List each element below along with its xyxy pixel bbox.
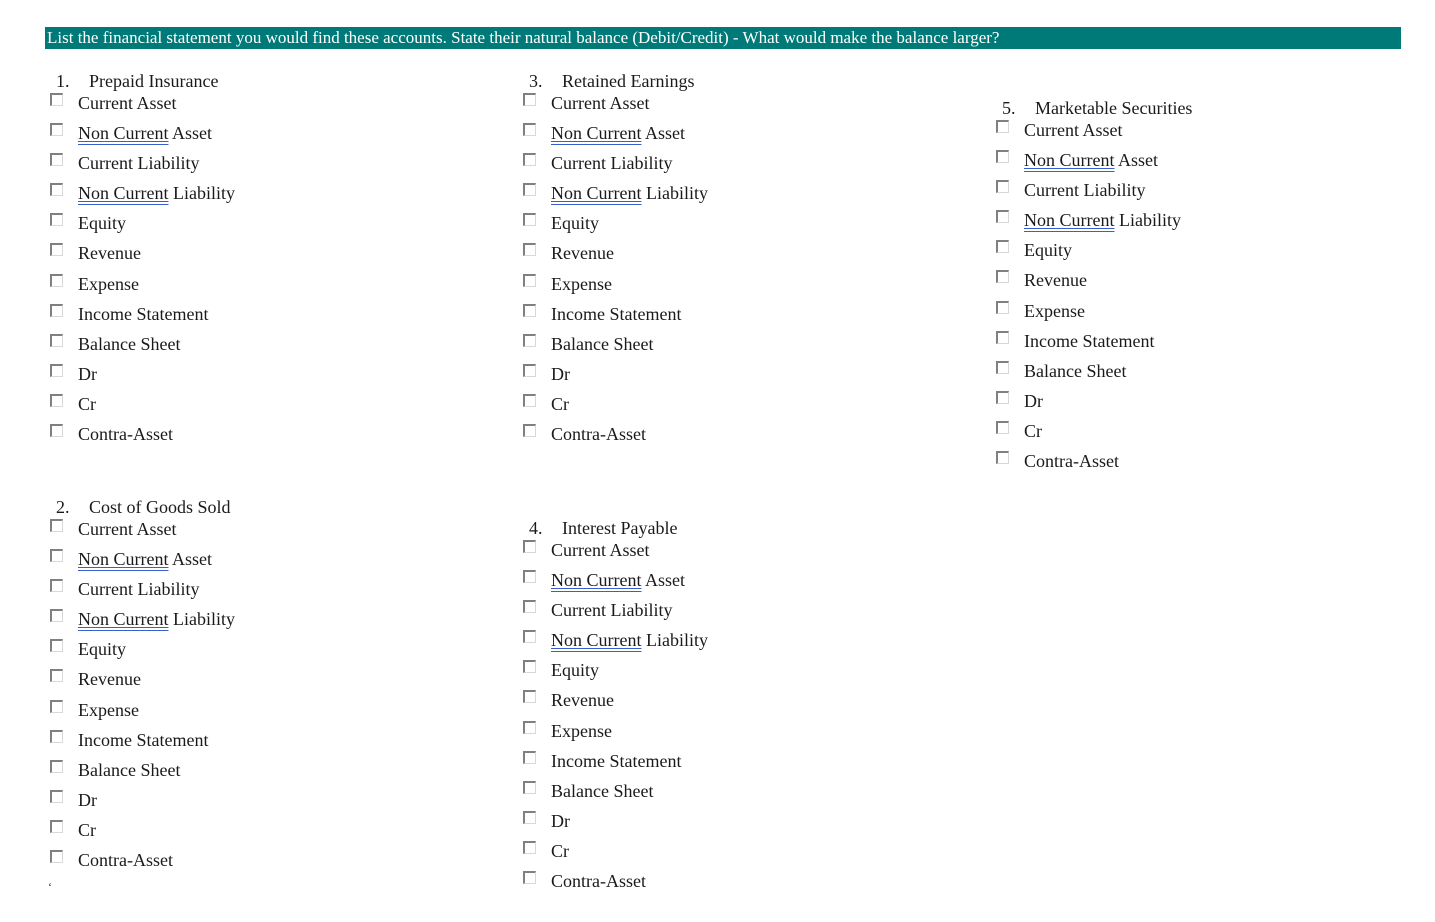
option-label-suffix: Liability [168,183,235,204]
option-label: Current Liability [551,600,673,621]
option-label: Dr [78,789,97,810]
current-asset-checkbox[interactable] [50,93,63,106]
account-name: Cost of Goods Sold [89,497,231,517]
option-label [1024,149,1158,171]
expense-checkbox[interactable] [50,274,63,287]
option-label: Equity [1024,240,1072,261]
option-label: Revenue [551,243,614,264]
option-label: Expense [78,273,139,294]
spellcheck-underline: Non Current [551,123,642,144]
option-label: Balance Sheet [551,780,654,801]
balance-sheet-checkbox[interactable] [523,781,536,794]
question-1 [46,70,486,461]
spellcheck-underline: Non Current [551,630,642,651]
option-contra-asset [46,424,486,461]
spellcheck-underline: Non Current [551,183,642,204]
option-label: Revenue [78,243,141,264]
option-label [78,182,235,204]
option-dr [519,363,959,401]
option-dr [46,789,486,827]
current-liability-checkbox[interactable] [50,579,63,592]
instructions-banner: List the financial statement you would find these accounts. State their natural balance (Debit/Credit) - What would make the balance larger? [45,27,1401,49]
question-5 [992,97,1432,488]
option-label-suffix: Asset [168,123,212,144]
dr-checkbox[interactable] [50,790,63,803]
non-current-liability-checkbox[interactable] [523,630,536,643]
spellcheck-underline: Non Current [78,549,169,570]
option-label: Dr [551,363,570,384]
option-label [551,569,685,591]
option-label [551,182,708,204]
option-contra-asset [519,424,959,461]
option-label: Cr [551,840,569,861]
question-number: 1. [56,71,70,91]
contra-asset-checkbox[interactable] [523,424,536,437]
option-label-suffix: Liability [1114,210,1181,231]
option-label: Contra-Asset [1024,451,1119,472]
option-label: Expense [551,720,612,741]
option-dr [519,810,959,848]
non-current-liability-checkbox[interactable] [523,183,536,196]
option-label-suffix: Asset [168,549,212,570]
option-label: Current Asset [551,93,650,113]
option-balance-sheet [46,333,486,371]
option-dr [992,390,1432,428]
dr-checkbox[interactable] [50,364,63,377]
equity-checkbox[interactable] [523,213,536,226]
option-label [78,122,212,144]
option-label: Equity [551,213,599,234]
option-label: Revenue [551,690,614,711]
account-name: Prepaid Insurance [89,71,219,91]
option-label: Dr [78,363,97,384]
revenue-checkbox[interactable] [523,690,536,703]
current-liability-checkbox[interactable] [523,153,536,166]
non-current-asset-checkbox[interactable] [996,150,1009,163]
balance-sheet-checkbox[interactable] [50,334,63,347]
option-label: Balance Sheet [78,333,181,354]
non-current-asset-checkbox[interactable] [50,549,63,562]
option-contra-asset [519,871,959,908]
equity-checkbox[interactable] [523,660,536,673]
option-label: Expense [1024,300,1085,321]
option-label: Cr [78,819,96,840]
contra-asset-checkbox[interactable] [50,850,63,863]
option-label: Current Asset [78,93,177,113]
balance-sheet-checkbox[interactable] [523,334,536,347]
option-label: Contra-Asset [78,424,173,445]
option-label: Balance Sheet [551,333,654,354]
option-label [551,629,708,651]
option-label: Expense [551,273,612,294]
current-asset-checkbox[interactable] [996,120,1009,133]
equity-checkbox[interactable] [50,213,63,226]
question-number: 3. [529,71,543,91]
option-label: Expense [78,699,139,720]
option-balance-sheet [519,780,959,818]
option-balance-sheet [992,360,1432,398]
revenue-checkbox[interactable] [523,243,536,256]
non-current-asset-checkbox[interactable] [50,123,63,136]
option-label: Balance Sheet [78,759,181,780]
non-current-liability-checkbox[interactable] [996,210,1009,223]
option-label: Cr [78,393,96,414]
option-label: Income Statement [78,729,209,750]
revenue-checkbox[interactable] [996,270,1009,283]
expense-checkbox[interactable] [523,721,536,734]
current-liability-checkbox[interactable] [996,180,1009,193]
option-label: Current Asset [78,519,177,539]
account-name: Retained Earnings [562,71,695,91]
income-statement-checkbox[interactable] [523,751,536,764]
contra-asset-checkbox[interactable] [523,871,536,884]
balance-sheet-checkbox[interactable] [996,361,1009,374]
question-number: 4. [529,518,543,538]
option-contra-asset [992,451,1432,488]
option-label: Income Statement [551,303,682,324]
option-label-suffix: Liability [641,183,708,204]
cr-checkbox[interactable] [523,394,536,407]
account-name: Marketable Securities [1035,98,1193,118]
current-asset-checkbox[interactable] [523,540,536,553]
option-label-suffix: Liability [641,630,708,651]
expense-checkbox[interactable] [996,301,1009,314]
contra-asset-checkbox[interactable] [996,451,1009,464]
option-label: Current Liability [78,153,200,174]
dr-checkbox[interactable] [523,364,536,377]
option-label [551,122,685,144]
cr-checkbox[interactable] [996,421,1009,434]
option-label: Balance Sheet [1024,360,1127,381]
option-label: Income Statement [551,750,682,771]
spellcheck-underline: Non Current [78,609,169,630]
question-number: 5. [1002,98,1016,118]
cr-checkbox[interactable] [50,820,63,833]
balance-sheet-checkbox[interactable] [50,760,63,773]
option-label: Dr [1024,390,1043,411]
option-label: Current Asset [1024,120,1123,140]
option-label: Equity [78,213,126,234]
current-liability-checkbox[interactable] [50,153,63,166]
revenue-checkbox[interactable] [50,669,63,682]
option-label: Current Liability [78,579,200,600]
option-dr [46,363,486,401]
option-label-suffix: Liability [168,609,235,630]
stray-mark: ‘ [48,880,52,894]
option-label-suffix: Asset [641,123,685,144]
option-label: Contra-Asset [78,850,173,871]
option-label: Revenue [78,669,141,690]
cr-checkbox[interactable] [50,394,63,407]
option-label-suffix: Asset [641,570,685,591]
option-label: Contra-Asset [551,871,646,892]
revenue-checkbox[interactable] [50,243,63,256]
income-statement-checkbox[interactable] [523,304,536,317]
option-label: Contra-Asset [551,424,646,445]
option-label: Current Liability [551,153,673,174]
spellcheck-underline: Non Current [78,123,169,144]
contra-asset-checkbox[interactable] [50,424,63,437]
option-balance-sheet [519,333,959,371]
income-statement-checkbox[interactable] [996,331,1009,344]
current-asset-checkbox[interactable] [50,519,63,532]
option-label [1024,209,1181,231]
option-balance-sheet [46,759,486,797]
dr-checkbox[interactable] [523,811,536,824]
equity-checkbox[interactable] [50,639,63,652]
expense-checkbox[interactable] [50,700,63,713]
option-label: Cr [551,393,569,414]
dr-checkbox[interactable] [996,391,1009,404]
option-contra-asset [46,850,486,887]
income-statement-checkbox[interactable] [50,304,63,317]
account-name: Interest Payable [562,518,678,538]
question-2 [46,496,486,887]
question-number: 2. [56,497,70,517]
option-label: Dr [551,810,570,831]
option-label [78,608,235,630]
cr-checkbox[interactable] [523,841,536,854]
option-label-suffix: Asset [1114,150,1158,171]
non-current-asset-checkbox[interactable] [523,123,536,136]
non-current-liability-checkbox[interactable] [50,609,63,622]
option-label: Current Asset [551,540,650,560]
spellcheck-underline: Non Current [1024,210,1115,231]
option-label: Equity [78,639,126,660]
option-label [78,548,212,570]
non-current-asset-checkbox[interactable] [523,570,536,583]
current-asset-checkbox[interactable] [523,93,536,106]
non-current-liability-checkbox[interactable] [50,183,63,196]
income-statement-checkbox[interactable] [50,730,63,743]
spellcheck-underline: Non Current [78,183,169,204]
option-label: Income Statement [78,303,209,324]
current-liability-checkbox[interactable] [523,600,536,613]
option-label: Income Statement [1024,330,1155,351]
option-label: Equity [551,660,599,681]
expense-checkbox[interactable] [523,274,536,287]
question-4 [519,517,959,908]
spellcheck-underline: Non Current [551,570,642,591]
option-label: Cr [1024,420,1042,441]
equity-checkbox[interactable] [996,240,1009,253]
spellcheck-underline: Non Current [1024,150,1115,171]
question-3 [519,70,959,461]
option-label: Revenue [1024,270,1087,291]
option-label: Current Liability [1024,180,1146,201]
